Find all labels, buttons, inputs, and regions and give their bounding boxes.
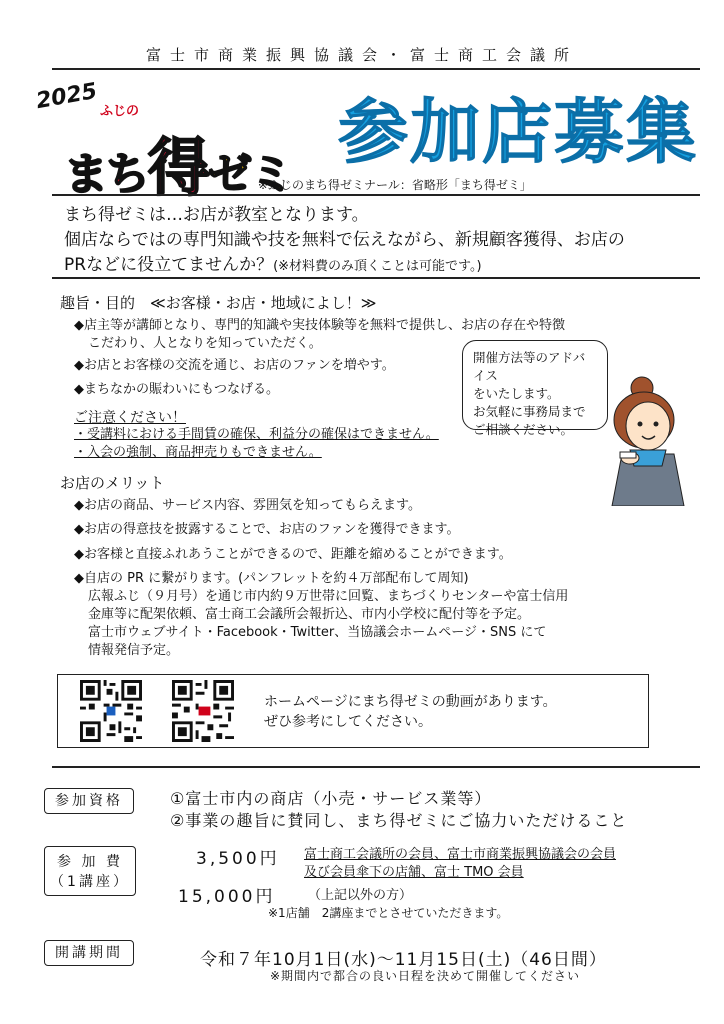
fee-member-desc: 富士商工会議所の会員、富士市商業振興協議会の会員 及び会員傘下の店舗、富士 TMO 会員 <box>304 847 617 880</box>
intro-line-3: PRなどに役立てませんか？ <box>64 255 274 275</box>
intro-line-1: まち得ゼミは…お店が教室となります。 <box>64 205 369 225</box>
qr-homepage-icon[interactable] <box>80 680 142 742</box>
merit-detail: 情報発信予定。 <box>88 643 180 658</box>
intro-note: (※材料費のみ頂くことは可能です。) <box>273 259 482 274</box>
qualification-item: ①富士市内の商店（小売・サービス業等） <box>170 789 492 808</box>
purpose-bullet: こだわり、人となりを知っていただく。 <box>88 336 322 351</box>
purpose-heading: 趣旨・目的 ≪お客様・お店・地域によし！≫ <box>60 294 377 312</box>
qualification-items <box>170 788 627 832</box>
page-title: 参加店募集 <box>338 91 698 173</box>
intro <box>64 203 625 279</box>
fee-other-desc: （上記以外の方） <box>308 888 413 903</box>
logo-year: 2025 <box>34 78 99 115</box>
qr-rule <box>52 766 700 768</box>
subtitle-rule <box>52 194 700 196</box>
period-note: ※期間内で都合の良い日程を決めて開催してください <box>270 969 581 983</box>
fee-member-price: 3,500円 <box>196 849 280 869</box>
merit-bullet: ◆お店の得意技を披露することで、お店のファンを獲得できます。 <box>74 522 460 537</box>
caution-item: ・入会の強制、商品押売りもできません。 <box>74 445 322 460</box>
logo-toku: 得 <box>148 131 209 204</box>
merit-bullet: ◆自店の PR に繋がります。(パンフレットを約４万部配布して周知) <box>74 571 469 586</box>
caution-item: ・受講料における手間賃の確保、利益分の確保はできません。 <box>74 427 439 442</box>
intro-rule <box>52 277 700 279</box>
period-dates: 令和７年10月1日(水)〜11月15日(土)（46日間） <box>200 950 607 970</box>
merit-bullet: ◆お客様と直接ふれあうことができるので、距離を縮めることができます。 <box>74 547 512 562</box>
qr-video-icon[interactable] <box>172 680 234 742</box>
merit-detail: 富士市ウェブサイト・Facebook・Twitter、当協議会ホームページ・SNS にて <box>88 625 547 640</box>
advice-bubble: 開催方法等のアドバイス をいたします。 お気軽に事務局まで ご相談ください。 <box>462 340 608 430</box>
staff-character-icon <box>600 374 700 506</box>
fee-note: ※1店舗 2講座までとさせていただきます。 <box>268 906 509 920</box>
merits-heading: お店のメリット <box>60 474 165 492</box>
qualification-label: 参加資格 <box>44 788 134 814</box>
intro-line-2: 個店ならではの専門知識や技を無料で伝えながら、新規顧客獲得、お店の <box>64 230 625 250</box>
qr-message: ホームページにまち得ゼミの動画があります。 ぜひ参考にしてください。 <box>264 694 557 730</box>
merit-detail: 金庫等に配架依頼、富士商工会議所会報折込、市内小学校に配付等を予定。 <box>88 607 531 622</box>
logo-machi: まち <box>64 149 148 200</box>
qualification-item: ②事業の趣旨に賛同し、まち得ゼミにご協力いただけること <box>170 811 628 830</box>
organizers: 富士市商業振興協議会・富士商工会議所 <box>145 46 578 64</box>
purpose-bullet: ◆お店とお客様の交流を通じ、お店のファンを増やす。 <box>74 358 395 373</box>
purpose-bullet: ◆まちなかの賑わいにもつなげる。 <box>74 382 279 397</box>
fee-other-price: 15,000円 <box>178 887 276 907</box>
merit-bullet: ◆お店の商品、サービス内容、雰囲気を知ってもらえます。 <box>74 498 421 513</box>
subtitle: ※ふじのまち得ゼミナール：省略形「まち得ゼミ」 <box>258 178 532 192</box>
header-rule <box>52 68 700 70</box>
merit-detail: 広報ふじ（９月号）を通じ市内約９万世帯に回覧、まちづくりセンターや富士信用 <box>88 589 569 604</box>
period-label: 開講期間 <box>44 940 134 966</box>
logo-fuji: ふじの <box>100 104 140 119</box>
purpose-bullet: ◆店主等が講師となり、専門的知識や実技体験等を無料で提供し、お店の存在や特徴 <box>74 318 565 333</box>
fee-label: 参 加 費 （1講座） <box>44 846 136 896</box>
caution-heading: ご注意ください！ <box>74 410 186 426</box>
logo-zemi: ゼミ <box>208 149 293 200</box>
